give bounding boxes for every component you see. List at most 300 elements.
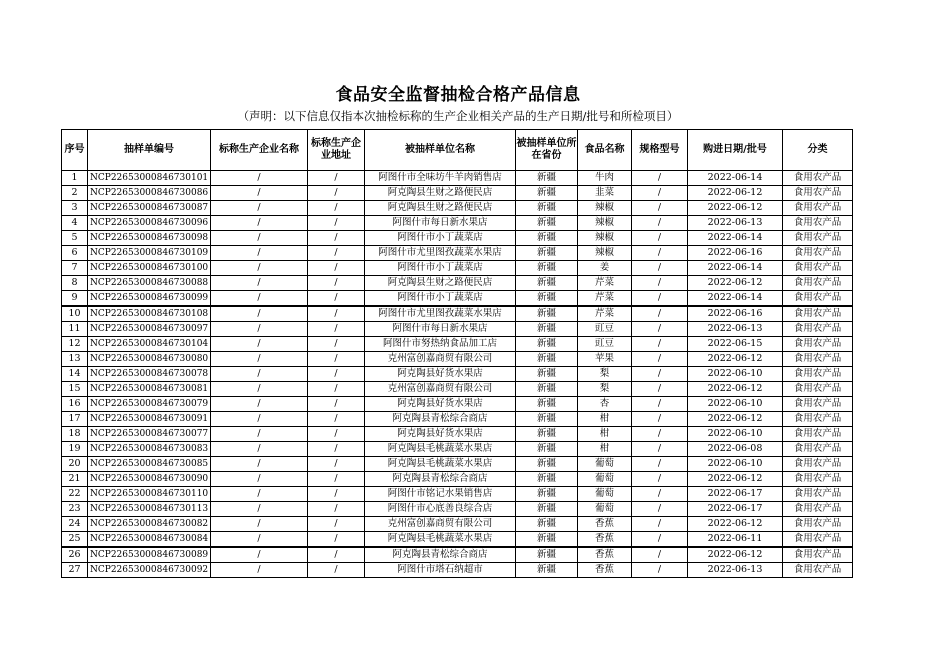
cell-sampled-unit: 阿克陶县毛桃蔬菜水果店: [365, 532, 516, 548]
cell-producer-name: /: [211, 337, 308, 352]
cell-spec: /: [632, 216, 688, 231]
cell-producer-address: /: [308, 532, 365, 548]
cell-producer-name: /: [211, 276, 308, 291]
cell-food-name: 姜: [578, 261, 632, 276]
cell-sample-code: NCP22653000846730082: [88, 517, 211, 532]
cell-producer-name: /: [211, 306, 308, 322]
table-row: [62, 382, 853, 397]
cell-no: 12: [62, 337, 88, 352]
cell-sampled-unit: 克州富创嘉商贸有限公司: [365, 517, 516, 532]
cell-sampled-unit: 阿克陶县青松综合商店: [365, 547, 516, 563]
header-producer-name: 标称生产企业名称: [211, 130, 308, 171]
cell-date: 2022-06-12: [688, 201, 783, 216]
cell-food-name: 苹果: [578, 352, 632, 367]
cell-spec: /: [632, 563, 688, 578]
cell-no: 6: [62, 246, 88, 261]
cell-no: 5: [62, 231, 88, 246]
cell-date: 2022-06-11: [688, 532, 783, 548]
cell-producer-address: /: [308, 442, 365, 457]
cell-food-name: 芹菜: [578, 306, 632, 322]
cell-food-name: 辣椒: [578, 201, 632, 216]
cell-no: 1: [62, 171, 88, 186]
cell-province: 新疆: [516, 291, 578, 307]
cell-spec: /: [632, 367, 688, 382]
cell-spec: /: [632, 261, 688, 276]
cell-producer-address: /: [308, 246, 365, 261]
cell-sampled-unit: 阿克陶县好货水果店: [365, 397, 516, 412]
cell-province: 新疆: [516, 412, 578, 427]
cell-sample-code: NCP22653000846730085: [88, 457, 211, 472]
inspection-table: [61, 129, 853, 578]
cell-province: 新疆: [516, 397, 578, 412]
cell-category: 食用农产品: [783, 382, 853, 397]
cell-food-name: 韭菜: [578, 186, 632, 201]
header-province: 被抽样单位所在省份: [516, 130, 578, 171]
cell-food-name: 葡萄: [578, 502, 632, 517]
cell-producer-address: /: [308, 322, 365, 337]
table-row: [62, 442, 853, 457]
cell-producer-name: /: [211, 322, 308, 337]
cell-no: 25: [62, 532, 88, 548]
cell-producer-name: /: [211, 246, 308, 261]
cell-food-name: 牛肉: [578, 171, 632, 186]
cell-category: 食用农产品: [783, 487, 853, 502]
cell-sample-code: NCP22653000846730101: [88, 171, 211, 186]
cell-producer-address: /: [308, 337, 365, 352]
cell-province: 新疆: [516, 246, 578, 261]
cell-producer-address: /: [308, 457, 365, 472]
cell-producer-name: /: [211, 457, 308, 472]
cell-producer-address: /: [308, 216, 365, 231]
cell-province: 新疆: [516, 442, 578, 457]
cell-producer-name: /: [211, 291, 308, 307]
table-row: [62, 472, 853, 487]
document-title: 食品安全监督抽检合格产品信息: [335, 85, 581, 105]
cell-category: 食用农产品: [783, 442, 853, 457]
table-row: [62, 322, 853, 337]
cell-no: 23: [62, 502, 88, 517]
cell-food-name: 辣椒: [578, 231, 632, 246]
cell-sampled-unit: 阿图什市小丁蔬菜店: [365, 231, 516, 246]
cell-producer-name: /: [211, 352, 308, 367]
cell-sample-code: NCP22653000846730113: [88, 502, 211, 517]
cell-province: 新疆: [516, 502, 578, 517]
cell-category: 食用农产品: [783, 337, 853, 352]
cell-category: 食用农产品: [783, 502, 853, 517]
cell-date: 2022-06-17: [688, 487, 783, 502]
cell-producer-name: /: [211, 412, 308, 427]
cell-no: 10: [62, 306, 88, 322]
cell-category: 食用农产品: [783, 306, 853, 322]
cell-sample-code: NCP22653000846730080: [88, 352, 211, 367]
cell-producer-address: /: [308, 171, 365, 186]
cell-food-name: 葡萄: [578, 457, 632, 472]
header-date: 购进日期/批号: [688, 130, 783, 171]
table-row: [62, 352, 853, 367]
cell-category: 食用农产品: [783, 472, 853, 487]
cell-food-name: 香蕉: [578, 517, 632, 532]
cell-date: 2022-06-12: [688, 382, 783, 397]
cell-producer-name: /: [211, 427, 308, 442]
cell-category: 食用农产品: [783, 427, 853, 442]
cell-province: 新疆: [516, 487, 578, 502]
cell-sample-code: NCP22653000846730086: [88, 186, 211, 201]
cell-no: 16: [62, 397, 88, 412]
cell-category: 食用农产品: [783, 291, 853, 307]
cell-producer-address: /: [308, 563, 365, 578]
cell-spec: /: [632, 547, 688, 563]
cell-producer-address: /: [308, 502, 365, 517]
cell-sampled-unit: 阿克陶县青松综合商店: [365, 472, 516, 487]
cell-producer-name: /: [211, 517, 308, 532]
table-row: [62, 487, 853, 502]
cell-producer-name: /: [211, 186, 308, 201]
cell-sampled-unit: 阿图什市尤里图孜蔬菜水果店: [365, 306, 516, 322]
cell-food-name: 香蕉: [578, 563, 632, 578]
cell-category: 食用农产品: [783, 216, 853, 231]
cell-date: 2022-06-12: [688, 547, 783, 563]
cell-producer-name: /: [211, 367, 308, 382]
cell-province: 新疆: [516, 472, 578, 487]
header-sample-code: 抽样单编号: [88, 130, 211, 171]
cell-sample-code: NCP22653000846730083: [88, 442, 211, 457]
cell-province: 新疆: [516, 427, 578, 442]
cell-date: 2022-06-14: [688, 231, 783, 246]
cell-category: 食用农产品: [783, 352, 853, 367]
cell-spec: /: [632, 201, 688, 216]
cell-food-name: 柑: [578, 427, 632, 442]
cell-province: 新疆: [516, 322, 578, 337]
cell-no: 9: [62, 291, 88, 307]
table-row: [62, 517, 853, 532]
cell-sampled-unit: 阿图什市心底善良综合店: [365, 502, 516, 517]
cell-date: 2022-06-12: [688, 472, 783, 487]
cell-producer-address: /: [308, 517, 365, 532]
cell-province: 新疆: [516, 563, 578, 578]
cell-sample-code: NCP22653000846730098: [88, 231, 211, 246]
cell-category: 食用农产品: [783, 261, 853, 276]
cell-spec: /: [632, 487, 688, 502]
cell-spec: /: [632, 532, 688, 548]
header-food-name: 食品名称: [578, 130, 632, 171]
cell-category: 食用农产品: [783, 457, 853, 472]
cell-date: 2022-06-17: [688, 502, 783, 517]
cell-sample-code: NCP22653000846730078: [88, 367, 211, 382]
table-row: [62, 306, 853, 322]
cell-sampled-unit: 阿图什市小丁蔬菜店: [365, 291, 516, 307]
cell-province: 新疆: [516, 337, 578, 352]
cell-food-name: 芹菜: [578, 291, 632, 307]
cell-province: 新疆: [516, 201, 578, 216]
cell-province: 新疆: [516, 186, 578, 201]
cell-sampled-unit: 阿图什市全味坊牛羊肉销售店: [365, 171, 516, 186]
cell-no: 3: [62, 201, 88, 216]
cell-sampled-unit: 阿图什市每日新水果店: [365, 216, 516, 231]
cell-category: 食用农产品: [783, 171, 853, 186]
cell-producer-name: /: [211, 201, 308, 216]
cell-spec: /: [632, 502, 688, 517]
table-row: [62, 397, 853, 412]
cell-sampled-unit: 阿图什市铭记水果销售店: [365, 487, 516, 502]
cell-date: 2022-06-12: [688, 517, 783, 532]
cell-date: 2022-06-10: [688, 427, 783, 442]
table-row: [62, 291, 853, 307]
table-row: [62, 563, 853, 578]
table-row: [62, 532, 853, 548]
cell-spec: /: [632, 186, 688, 201]
cell-spec: /: [632, 231, 688, 246]
cell-spec: /: [632, 276, 688, 291]
cell-category: 食用农产品: [783, 397, 853, 412]
cell-spec: /: [632, 397, 688, 412]
cell-food-name: 辣椒: [578, 216, 632, 231]
cell-spec: /: [632, 472, 688, 487]
cell-producer-address: /: [308, 427, 365, 442]
cell-food-name: 柑: [578, 412, 632, 427]
cell-province: 新疆: [516, 276, 578, 291]
cell-sample-code: NCP22653000846730104: [88, 337, 211, 352]
cell-sample-code: NCP22653000846730099: [88, 291, 211, 307]
cell-no: 22: [62, 487, 88, 502]
cell-category: 食用农产品: [783, 322, 853, 337]
cell-sample-code: NCP22653000846730097: [88, 322, 211, 337]
cell-sampled-unit: 阿克陶县毛桃蔬菜水果店: [365, 457, 516, 472]
cell-producer-address: /: [308, 487, 365, 502]
cell-spec: /: [632, 412, 688, 427]
cell-no: 11: [62, 322, 88, 337]
table-row: [62, 367, 853, 382]
cell-producer-address: /: [308, 186, 365, 201]
cell-producer-name: /: [211, 472, 308, 487]
cell-producer-name: /: [211, 231, 308, 246]
cell-spec: /: [632, 291, 688, 307]
cell-sampled-unit: 阿克陶县好货水果店: [365, 427, 516, 442]
cell-sampled-unit: 克州富创嘉商贸有限公司: [365, 382, 516, 397]
cell-date: 2022-06-10: [688, 397, 783, 412]
cell-no: 24: [62, 517, 88, 532]
cell-date: 2022-06-10: [688, 457, 783, 472]
header-no: 序号: [62, 130, 88, 171]
cell-food-name: 芹菜: [578, 276, 632, 291]
cell-sampled-unit: 阿图什市努热纳食品加工店: [365, 337, 516, 352]
cell-sample-code: NCP22653000846730096: [88, 216, 211, 231]
cell-producer-address: /: [308, 547, 365, 563]
cell-food-name: 豇豆: [578, 322, 632, 337]
cell-food-name: 柑: [578, 442, 632, 457]
cell-spec: /: [632, 337, 688, 352]
cell-category: 食用农产品: [783, 201, 853, 216]
cell-no: 4: [62, 216, 88, 231]
cell-date: 2022-06-15: [688, 337, 783, 352]
document-subtitle: （声明：以下信息仅指本次抽检标称的生产企业相关产品的生产日期/批号和所检项目）: [237, 109, 679, 123]
cell-spec: /: [632, 352, 688, 367]
cell-producer-name: /: [211, 487, 308, 502]
table-row: [62, 276, 853, 291]
cell-food-name: 梨: [578, 367, 632, 382]
table-row: [62, 502, 853, 517]
cell-date: 2022-06-14: [688, 291, 783, 307]
cell-spec: /: [632, 322, 688, 337]
cell-sample-code: NCP22653000846730091: [88, 412, 211, 427]
table-row: [62, 201, 853, 216]
cell-spec: /: [632, 442, 688, 457]
cell-no: 21: [62, 472, 88, 487]
cell-sample-code: NCP22653000846730087: [88, 201, 211, 216]
cell-producer-address: /: [308, 412, 365, 427]
cell-sample-code: NCP22653000846730100: [88, 261, 211, 276]
cell-sampled-unit: 阿克陶县好货水果店: [365, 367, 516, 382]
cell-no: 26: [62, 547, 88, 563]
cell-food-name: 香蕉: [578, 532, 632, 548]
cell-date: 2022-06-13: [688, 322, 783, 337]
cell-date: 2022-06-14: [688, 261, 783, 276]
cell-category: 食用农产品: [783, 231, 853, 246]
table-row: [62, 547, 853, 563]
table-header-row: [62, 130, 853, 171]
table-row: [62, 457, 853, 472]
cell-date: 2022-06-14: [688, 171, 783, 186]
cell-no: 17: [62, 412, 88, 427]
cell-spec: /: [632, 246, 688, 261]
cell-sample-code: NCP22653000846730088: [88, 276, 211, 291]
cell-producer-address: /: [308, 291, 365, 307]
cell-producer-name: /: [211, 502, 308, 517]
header-category: 分类: [783, 130, 853, 171]
cell-no: 14: [62, 367, 88, 382]
cell-no: 7: [62, 261, 88, 276]
cell-date: 2022-06-10: [688, 367, 783, 382]
cell-date: 2022-06-16: [688, 246, 783, 261]
cell-producer-name: /: [211, 261, 308, 276]
cell-sampled-unit: 阿图什市尤里图孜蔬菜水果店: [365, 246, 516, 261]
table-body: [62, 171, 853, 578]
cell-producer-name: /: [211, 442, 308, 457]
cell-no: 19: [62, 442, 88, 457]
cell-date: 2022-06-16: [688, 306, 783, 322]
cell-date: 2022-06-13: [688, 216, 783, 231]
cell-category: 食用农产品: [783, 276, 853, 291]
table-row: [62, 337, 853, 352]
cell-date: 2022-06-12: [688, 186, 783, 201]
cell-province: 新疆: [516, 306, 578, 322]
cell-no: 2: [62, 186, 88, 201]
header-producer-address: 标称生产企业地址: [308, 130, 365, 171]
cell-producer-address: /: [308, 261, 365, 276]
cell-producer-address: /: [308, 397, 365, 412]
cell-no: 27: [62, 563, 88, 578]
cell-spec: /: [632, 171, 688, 186]
header-sampled-unit: 被抽样单位名称: [365, 130, 516, 171]
cell-producer-name: /: [211, 216, 308, 231]
cell-no: 18: [62, 427, 88, 442]
cell-sampled-unit: 阿克陶县毛桃蔬菜水果店: [365, 442, 516, 457]
table-row: [62, 412, 853, 427]
cell-province: 新疆: [516, 216, 578, 231]
cell-date: 2022-06-12: [688, 352, 783, 367]
cell-province: 新疆: [516, 382, 578, 397]
cell-province: 新疆: [516, 517, 578, 532]
cell-date: 2022-06-12: [688, 276, 783, 291]
cell-province: 新疆: [516, 261, 578, 276]
cell-food-name: 香蕉: [578, 547, 632, 563]
header-spec: 规格型号: [632, 130, 688, 171]
cell-spec: /: [632, 517, 688, 532]
cell-sample-code: NCP22653000846730079: [88, 397, 211, 412]
table-row: [62, 261, 853, 276]
cell-food-name: 葡萄: [578, 472, 632, 487]
cell-sample-code: NCP22653000846730109: [88, 246, 211, 261]
cell-sampled-unit: 阿克陶县生财之路便民店: [365, 276, 516, 291]
cell-province: 新疆: [516, 547, 578, 563]
cell-spec: /: [632, 457, 688, 472]
cell-producer-name: /: [211, 547, 308, 563]
cell-producer-address: /: [308, 231, 365, 246]
cell-food-name: 梨: [578, 382, 632, 397]
cell-food-name: 辣椒: [578, 246, 632, 261]
cell-producer-address: /: [308, 201, 365, 216]
cell-producer-name: /: [211, 397, 308, 412]
cell-no: 15: [62, 382, 88, 397]
cell-sampled-unit: 阿图什市每日新水果店: [365, 322, 516, 337]
cell-category: 食用农产品: [783, 547, 853, 563]
cell-date: 2022-06-08: [688, 442, 783, 457]
cell-province: 新疆: [516, 457, 578, 472]
cell-food-name: 葡萄: [578, 487, 632, 502]
cell-producer-address: /: [308, 306, 365, 322]
cell-category: 食用农产品: [783, 246, 853, 261]
table-row: [62, 246, 853, 261]
cell-food-name: 豇豆: [578, 337, 632, 352]
cell-category: 食用农产品: [783, 532, 853, 548]
cell-sampled-unit: 阿克陶县生财之路便民店: [365, 186, 516, 201]
cell-spec: /: [632, 306, 688, 322]
cell-province: 新疆: [516, 532, 578, 548]
cell-category: 食用农产品: [783, 517, 853, 532]
table-row: [62, 231, 853, 246]
cell-producer-address: /: [308, 276, 365, 291]
cell-producer-address: /: [308, 352, 365, 367]
cell-sample-code: NCP22653000846730077: [88, 427, 211, 442]
cell-sample-code: NCP22653000846730081: [88, 382, 211, 397]
cell-no: 13: [62, 352, 88, 367]
cell-sample-code: NCP22653000846730092: [88, 563, 211, 578]
cell-category: 食用农产品: [783, 563, 853, 578]
cell-sample-code: NCP22653000846730084: [88, 532, 211, 548]
cell-sample-code: NCP22653000846730108: [88, 306, 211, 322]
cell-producer-name: /: [211, 563, 308, 578]
table-row: [62, 427, 853, 442]
cell-sampled-unit: 阿图什市塔石纳超市: [365, 563, 516, 578]
cell-producer-address: /: [308, 367, 365, 382]
cell-date: 2022-06-13: [688, 563, 783, 578]
cell-sampled-unit: 阿图什市小丁蔬菜店: [365, 261, 516, 276]
cell-no: 20: [62, 457, 88, 472]
cell-sampled-unit: 克州富创嘉商贸有限公司: [365, 352, 516, 367]
table-row: [62, 216, 853, 231]
cell-producer-name: /: [211, 171, 308, 186]
cell-province: 新疆: [516, 367, 578, 382]
cell-sampled-unit: 阿克陶县生财之路便民店: [365, 201, 516, 216]
cell-producer-name: /: [211, 532, 308, 548]
cell-food-name: 杏: [578, 397, 632, 412]
cell-sample-code: NCP22653000846730089: [88, 547, 211, 563]
table-row: [62, 186, 853, 201]
cell-province: 新疆: [516, 352, 578, 367]
cell-category: 食用农产品: [783, 186, 853, 201]
cell-sampled-unit: 阿克陶县青松综合商店: [365, 412, 516, 427]
cell-province: 新疆: [516, 231, 578, 246]
cell-producer-name: /: [211, 382, 308, 397]
